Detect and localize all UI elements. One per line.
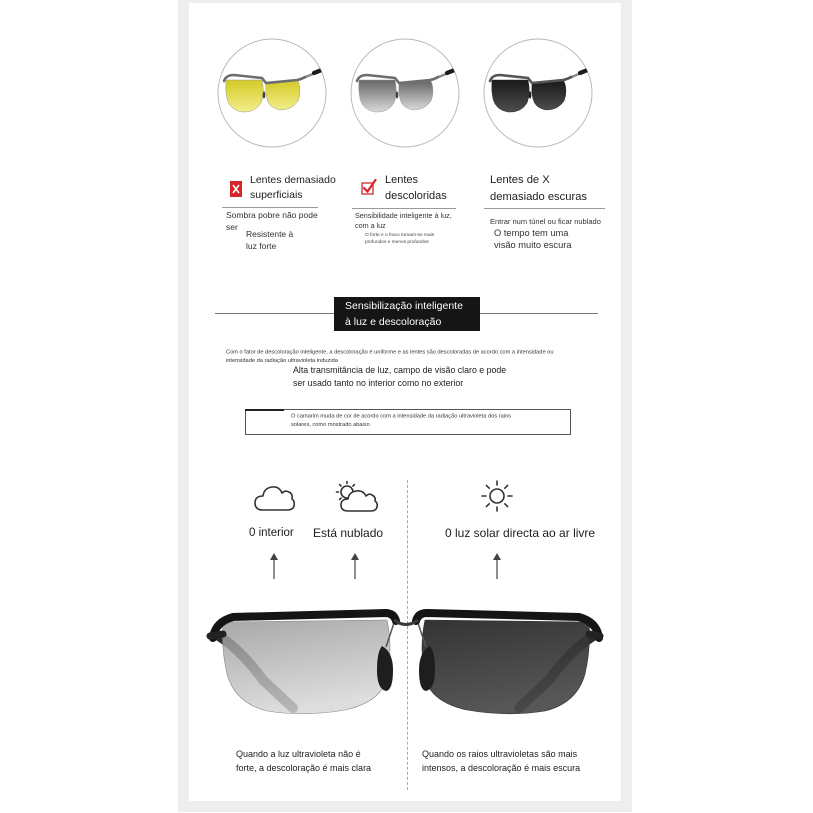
feature-description-line: com a luz bbox=[355, 221, 386, 230]
caption-line: intensos, a descoloração é mais escura bbox=[422, 763, 581, 773]
feature-description bbox=[355, 211, 452, 231]
note-line: solares, como mostrado abaixo bbox=[291, 421, 370, 428]
transmittance-text bbox=[293, 364, 506, 390]
dark-lens-circle bbox=[483, 38, 593, 148]
intro-text bbox=[226, 347, 553, 365]
feature-title-line: demasiado escuras bbox=[490, 191, 588, 203]
feature-subtext-line: profundos e menos profundos bbox=[365, 238, 429, 245]
caption-line: Quando os raios ultravioletas são mais bbox=[422, 749, 578, 759]
divider bbox=[484, 208, 605, 209]
feature-subtext-line: luz forte bbox=[246, 241, 277, 251]
section-banner bbox=[334, 297, 480, 331]
feature-title bbox=[490, 172, 587, 206]
caption-strong-uv bbox=[422, 747, 580, 775]
feature-description-line: ser bbox=[226, 222, 238, 232]
feature-title-line: descoloridas bbox=[385, 190, 447, 202]
condition-label-cloudy: Está nublado bbox=[313, 526, 384, 540]
transmittance-line: ser usado tanto no interior como no exterior bbox=[293, 378, 464, 388]
cloud-icon bbox=[253, 482, 295, 514]
feature-title-line: superficiais bbox=[250, 189, 303, 201]
feature-subtext-line: Resistente à bbox=[246, 229, 294, 239]
divider bbox=[352, 208, 456, 209]
feature-description bbox=[490, 217, 601, 227]
dark-lens bbox=[422, 620, 590, 714]
note-text bbox=[291, 411, 511, 429]
nose-pad-left bbox=[377, 646, 393, 691]
light-lens bbox=[223, 620, 391, 714]
feature-description-line: Entrar num túnel ou ficar nublado bbox=[490, 217, 601, 226]
note-box-accent bbox=[245, 409, 284, 411]
right-hinge bbox=[589, 634, 600, 636]
feature-subtext-line: O tempo tem uma bbox=[494, 228, 569, 238]
nose-pad-right bbox=[419, 646, 435, 691]
sun-cloud-icon bbox=[334, 480, 378, 514]
red-x-icon bbox=[230, 181, 242, 197]
feature-subtext-line: visão muito escura bbox=[494, 240, 572, 250]
photochromic-sunglasses-illustration bbox=[205, 598, 605, 720]
sun-icon bbox=[480, 479, 514, 513]
feature-subtext bbox=[365, 231, 434, 245]
feature-description-line: Sombra pobre não pode bbox=[226, 210, 318, 220]
feature-title-line: Lentes bbox=[385, 174, 419, 186]
red-check-icon bbox=[361, 178, 377, 196]
feature-title bbox=[385, 172, 447, 204]
arrow-up-icon bbox=[268, 553, 280, 580]
banner-line: Sensibilização inteligente bbox=[345, 300, 463, 312]
feature-subtext bbox=[246, 228, 293, 252]
caption-line: forte, a descoloração é mais clara bbox=[236, 763, 372, 773]
arrow-up-icon bbox=[349, 553, 361, 580]
transmittance-line: Alta transmitância de luz, campo de visão claro e pode bbox=[293, 365, 507, 375]
condition-label-sunlight: 0 luz solar directa ao ar livre bbox=[445, 526, 596, 540]
caption-line: Quando a luz ultravioleta não é bbox=[236, 749, 361, 759]
feature-subtext bbox=[494, 227, 572, 251]
arrow-up-icon bbox=[491, 553, 503, 580]
caption-weak-uv bbox=[236, 747, 371, 775]
gray-lens-circle bbox=[350, 38, 460, 148]
feature-title-line: Lentes de X bbox=[490, 174, 550, 186]
intro-line: intensidade da radiação ultravioleta induzida bbox=[226, 357, 338, 364]
yellow-lens-circle bbox=[217, 38, 327, 148]
feature-description-line: Sensibilidade inteligente à luz, bbox=[355, 211, 452, 220]
feature-title bbox=[250, 173, 336, 203]
banner-line: à luz e descoloração bbox=[345, 316, 442, 328]
left-hinge bbox=[210, 634, 223, 636]
feature-title-line: Lentes demasiado bbox=[250, 174, 336, 186]
condition-label-indoor: 0 interior bbox=[249, 527, 294, 539]
intro-line: Com o fator de descoloração inteligente, a descoloração é uniforme e as lentes são descoloradas de acordo com a intensidade ou bbox=[226, 348, 554, 355]
divider bbox=[222, 207, 318, 208]
note-line: O camarim muda de cor de acordo com a intensidade da radiação ultravioleta dos raios bbox=[291, 412, 511, 419]
bridge bbox=[394, 620, 418, 625]
feature-subtext-line: O forte e o fraco tornam-se mais bbox=[365, 231, 435, 237]
